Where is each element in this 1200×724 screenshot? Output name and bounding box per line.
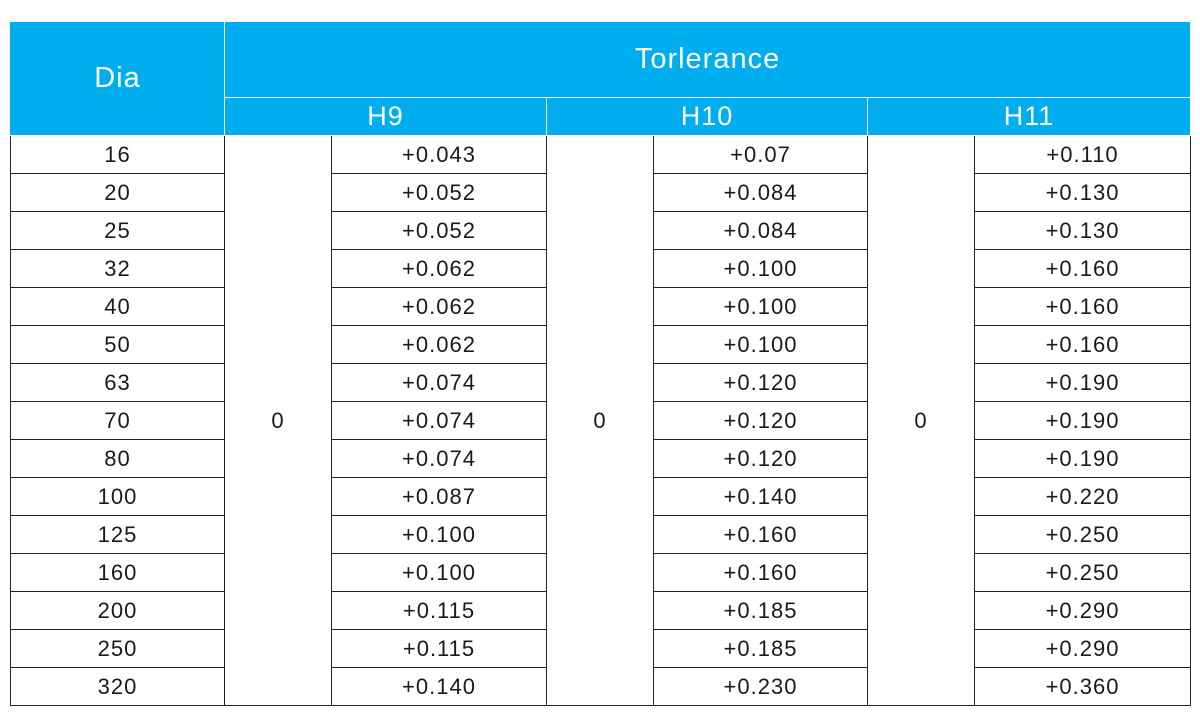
h9-upper-deviation: +0.115	[332, 592, 547, 630]
dia-cell: 50	[11, 326, 225, 364]
h11-upper-deviation: +0.160	[975, 326, 1191, 364]
h11-upper-deviation: +0.190	[975, 402, 1191, 440]
h9-upper-deviation: +0.115	[332, 630, 547, 668]
tolerance-header: Torlerance	[225, 22, 1191, 98]
table-body	[11, 136, 1191, 706]
h9-upper-deviation: +0.052	[332, 174, 547, 212]
grade-header-h9: H9	[225, 98, 547, 136]
dia-cell: 70	[11, 402, 225, 440]
h10-upper-deviation: +0.120	[654, 364, 868, 402]
h9-upper-deviation: +0.062	[332, 250, 547, 288]
h10-upper-deviation: +0.100	[654, 288, 868, 326]
h10-upper-deviation: +0.120	[654, 440, 868, 478]
h9-upper-deviation: +0.043	[332, 136, 547, 174]
h10-upper-deviation: +0.140	[654, 478, 868, 516]
h11-upper-deviation: +0.190	[975, 364, 1191, 402]
table-header	[11, 22, 1191, 136]
h9-upper-deviation: +0.074	[332, 402, 547, 440]
h11-lower-deviation: 0	[868, 136, 975, 706]
h10-upper-deviation: +0.084	[654, 174, 868, 212]
h10-lower-deviation: 0	[547, 136, 654, 706]
dia-cell: 320	[11, 668, 225, 706]
h9-upper-deviation: +0.140	[332, 668, 547, 706]
h11-upper-deviation: +0.290	[975, 592, 1191, 630]
h9-upper-deviation: +0.052	[332, 212, 547, 250]
h9-upper-deviation: +0.062	[332, 288, 547, 326]
dia-cell: 63	[11, 364, 225, 402]
h10-upper-deviation: +0.07	[654, 136, 868, 174]
h9-upper-deviation: +0.100	[332, 554, 547, 592]
dia-cell: 100	[11, 478, 225, 516]
h11-upper-deviation: +0.110	[975, 136, 1191, 174]
table-row	[11, 136, 1191, 174]
h10-upper-deviation: +0.230	[654, 668, 868, 706]
dia-cell: 40	[11, 288, 225, 326]
h9-upper-deviation: +0.074	[332, 440, 547, 478]
h11-upper-deviation: +0.290	[975, 630, 1191, 668]
h9-upper-deviation: +0.100	[332, 516, 547, 554]
h10-upper-deviation: +0.100	[654, 326, 868, 364]
h10-upper-deviation: +0.160	[654, 554, 868, 592]
dia-cell: 16	[11, 136, 225, 174]
h9-upper-deviation: +0.087	[332, 478, 547, 516]
dia-header: Dia	[11, 22, 225, 136]
dia-cell: 160	[11, 554, 225, 592]
h11-upper-deviation: +0.190	[975, 440, 1191, 478]
h11-upper-deviation: +0.130	[975, 174, 1191, 212]
dia-cell: 250	[11, 630, 225, 668]
dia-cell: 32	[11, 250, 225, 288]
dia-cell: 200	[11, 592, 225, 630]
h9-upper-deviation: +0.062	[332, 326, 547, 364]
h10-upper-deviation: +0.160	[654, 516, 868, 554]
tolerance-table	[10, 21, 1191, 706]
h11-upper-deviation: +0.160	[975, 250, 1191, 288]
h11-upper-deviation: +0.250	[975, 554, 1191, 592]
dia-cell: 20	[11, 174, 225, 212]
h10-upper-deviation: +0.185	[654, 592, 868, 630]
h10-upper-deviation: +0.120	[654, 402, 868, 440]
tolerance-table-container	[10, 21, 1191, 706]
h11-upper-deviation: +0.160	[975, 288, 1191, 326]
dia-cell: 80	[11, 440, 225, 478]
h11-upper-deviation: +0.130	[975, 212, 1191, 250]
h9-upper-deviation: +0.074	[332, 364, 547, 402]
h10-upper-deviation: +0.084	[654, 212, 868, 250]
h11-upper-deviation: +0.360	[975, 668, 1191, 706]
h11-upper-deviation: +0.220	[975, 478, 1191, 516]
grade-header-h11: H11	[868, 98, 1191, 136]
h10-upper-deviation: +0.100	[654, 250, 868, 288]
dia-cell: 125	[11, 516, 225, 554]
h10-upper-deviation: +0.185	[654, 630, 868, 668]
h9-lower-deviation: 0	[225, 136, 332, 706]
h11-upper-deviation: +0.250	[975, 516, 1191, 554]
dia-cell: 25	[11, 212, 225, 250]
grade-header-h10: H10	[547, 98, 868, 136]
